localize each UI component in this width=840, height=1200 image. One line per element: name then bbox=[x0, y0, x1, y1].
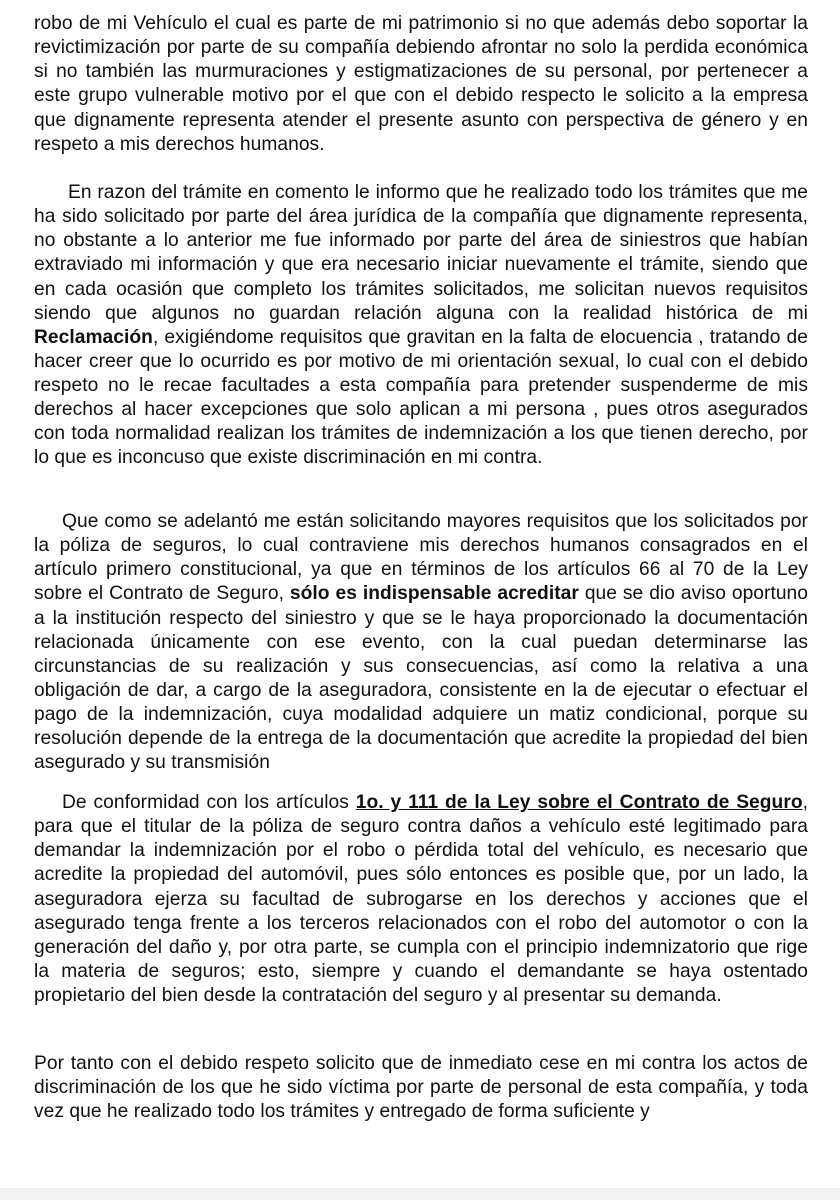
articles-reference-text: 1o. y 111 de la Ley sobre el Contrato de Seguro bbox=[355, 792, 803, 814]
indispensable-bold-text: sólo es indispensable acreditar bbox=[289, 583, 579, 605]
paragraph-2-text-a: En razon del trámite en comento le informo que he realizado todo los trámites que me ha sido solicitado por parte del área jurídica de la compañía que dignamente representa, no obstante a lo anterior me fue informado por parte del área de siniestros que habían extraviado mi información y que era necesario iniciar nuevamente el trámite, siendo que en cada ocasión que completo los trámites solicitados, me solicitan nuevos requisitos siendo que algunos no guardan relación alguna con la realidad histórica de mi bbox=[34, 182, 808, 324]
paragraph-3-text-b: que se dio aviso oportuno a la institución respecto del siniestro y que se le haya proporcionado la documentación relacionada únicamente con ese evento, con la cual puedan determinarse las circunstancias de su realización y sus consecuencias, así como la relativa a una obligación de dar, a cargo de la aseguradora, consistente en la de ejecutar o efectuar el pago de la indemnización, cuya modalidad adquiere un matiz condicional, porque su resolución depende de la entrega de la documentación que acredite la propiedad del bien asegurado y su transmisión bbox=[34, 583, 808, 774]
paragraph-4-text-a: De conformidad con los artículos bbox=[62, 792, 356, 814]
viewer-bottom-strip bbox=[0, 1188, 840, 1200]
paragraph-2-text-b: , exigiéndome requisitos que gravitan en la falta de elocuencia , tratando de hacer creer que lo ocurrido es por motivo de mi orientación sexual, lo cual con el debido respeto no le recae facultades a esta compañía para pretender suspenderme de mis derechos al hacer excepciones que solo aplican a mi persona , pues otros asegurados con toda normalidad realizan los trámites de indemnización a los que tienen derecho, por lo que es inconcuso que existe discriminación en mi contra. bbox=[34, 326, 808, 469]
paragraph-5 bbox=[34, 1052, 808, 1124]
paragraph-2 bbox=[34, 181, 808, 470]
paragraph-4-text-b: , para que el titular de la póliza de seguro contra daños a vehículo esté legitimado para demandar la indemnización por el robo o pérdida total del vehículo, es necesario que acredite la propiedad del automóvil, pues sólo entonces es posible que, por un lado, la aseguradora ejerza su facultad de subrogarse en los derechos y acciones que el asegurado tenga frente a los terceros relacionados con el robo del automotor o con la generación del daño y, por otra parte, se cumpla con el principio indemnizatorio que rige la materia de seguros; esto, siempre y cuando el demandante se haya ostentado propietario del bien desde la contratación del seguro y al presentar su demanda. bbox=[34, 792, 808, 1006]
paragraph-1-text: robo de mi Vehículo el cual es parte de mi patrimonio si no que además debo soportar la revictimización por parte de su compañía debiendo afrontar no solo la perdida económica si no también las murmuraciones y estigmatizaciones de su personal, por pertenecer a este grupo vulnerable motivo por el que con el debido respecto le solicito a la empresa que dignamente representa atender el presente asunto con perspectiva de género y en respeto a mis derechos humanos. bbox=[34, 13, 808, 155]
paragraph-1 bbox=[34, 12, 808, 157]
paragraph-3 bbox=[34, 510, 808, 775]
paragraph-4 bbox=[34, 791, 808, 1008]
reclamacion-bold-text: Reclamación bbox=[34, 326, 153, 348]
paragraph-5-text: Por tanto con el debido respeto solicito que de inmediato cese en mi contra los actos de discriminación de los que he sido víctima por parte de personal de esta compañía, y toda vez que he realizado todo los trámites y entregado de forma suficiente y bbox=[34, 1053, 808, 1123]
paragraph-3-text-a: Que como se adelantó me están solicitando mayores requisitos que los solicitados por la póliza de seguros, lo cual contraviene mis derechos humanos consagrados en el artículo primero constitucional, ya que en términos de los artículos 66 al 70 de la Ley sobre el Contrato de Seguro, bbox=[34, 511, 808, 605]
